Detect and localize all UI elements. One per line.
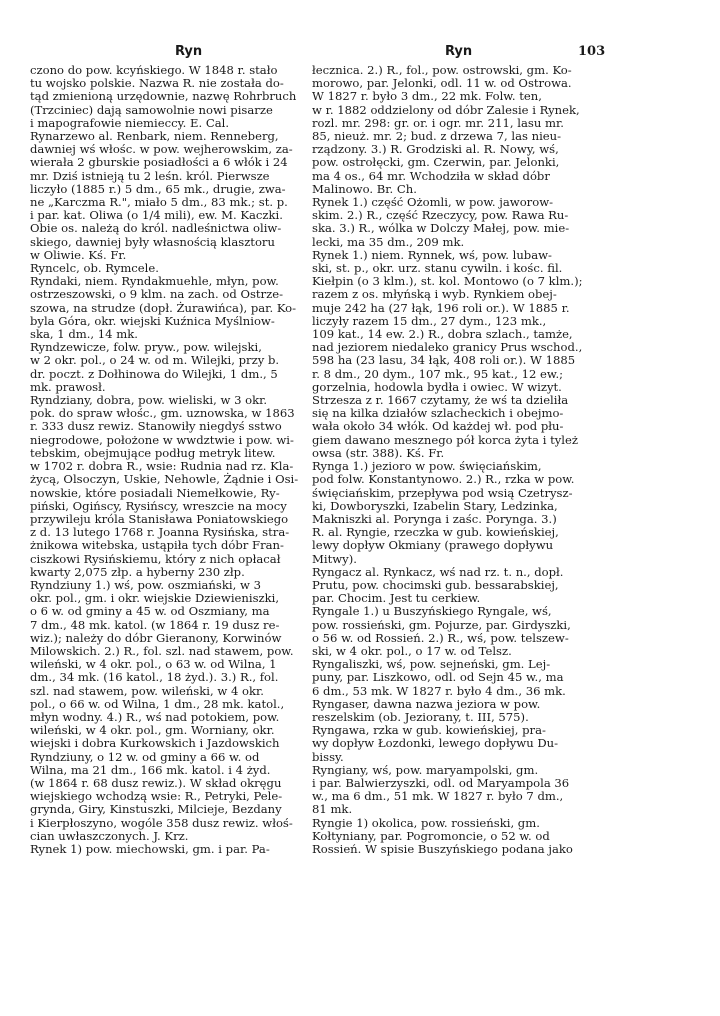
text-line: Obie os. należą do król. nadleśnictwa oliw- xyxy=(30,221,282,236)
text-line: par. Chocim. Jest tu cerkiew. xyxy=(312,591,481,606)
text-line: wierała 2 gburskie posiadłości a 6 włók i 24 xyxy=(30,155,288,170)
text-line: ki, Dowboryszki, Izabelin Stary, Ledzinka, xyxy=(312,498,558,513)
text-line: Ryngiany, wś, pow. maryampolski, gm. xyxy=(312,762,539,777)
text-line: kwarty 2,075 złp. a hyberny 230 złp. xyxy=(30,564,245,579)
text-line: muje 242 ha (27 łąk, 196 roli or.). W 1885 r. xyxy=(312,300,570,315)
text-line: Rynek 1) pow. miechowski, gm. i par. Pa- xyxy=(30,841,270,856)
text-line: piński, Ogińscy, Rysińscy, wreszcie na mocy xyxy=(30,498,287,513)
text-line: r. 333 dusz rewiz. Stanowiły niegdyś sstwo xyxy=(30,419,282,434)
text-line: bissy. xyxy=(312,749,344,764)
running-head-center: Ryn xyxy=(445,44,473,59)
text-line: puny, par. Liszkowo, odl. od Sejn 45 w., ma xyxy=(312,670,564,685)
text-line: łecznica. 2.) R., fol., pow. ostrowski, gm. Ko- xyxy=(312,63,572,77)
text-line: Ryngie 1) okolica, pow. rossieński, gm. xyxy=(312,815,540,830)
text-line: szl. nad stawem, pow. wileński, w 4 okr. xyxy=(30,683,264,698)
text-line: Ryngaliszki, wś, pow. sejneński, gm. Lej- xyxy=(312,657,551,672)
text-line: Wilna, ma 21 dm., 166 mk. katol. i 4 żyd. xyxy=(30,762,271,777)
text-line: niegrodowe, położone w wwdztwie i pow. wi- xyxy=(30,432,294,447)
text-line: się na kilka działów szlacheckich i obejmo- xyxy=(312,406,564,421)
text-line: lecki, ma 35 dm., 209 mk. xyxy=(312,234,465,249)
text-line: Ryngawa, rzka w gub. kowieńskiej, pra- xyxy=(312,723,546,738)
text-line: i par. Balwierzyszki, odl. od Maryampola 36 xyxy=(312,775,570,790)
text-line: Ryndziany, dobra, pow. wieliski, w 3 okr. xyxy=(30,393,268,408)
text-line: o 6 w. od gminy a 45 w. od Oszmiany, ma xyxy=(30,604,270,619)
text-line: Rynga 1.) jezioro w pow. święciańskim, xyxy=(312,459,542,474)
text-line: Ryngaser, dawna nazwa jeziora w pow. xyxy=(312,696,541,711)
text-line: reszelskim (ob. Jeziorany, t. III, 575). xyxy=(312,709,529,724)
text-line: wała około 34 włók. Od każdej wł. pod płu- xyxy=(312,419,564,434)
text-line: gryndа, Giry, Kinstuszki, Milcieje, Bezdany xyxy=(30,802,282,817)
text-line: wileński, w 4 okr. pol., o 63 w. od Wilna, 1 xyxy=(30,657,277,672)
text-line: (Trzciniec) dają samowolnie nowi pisarze xyxy=(30,102,273,117)
text-line: ciszkowi Rysińskiemu, który z nich opłacał xyxy=(30,551,281,566)
text-line: Ryndziuny, o 12 w. od gminy a 66 w. od xyxy=(30,749,260,764)
text-line: cian uwłaszczonych. J. Krz. xyxy=(30,828,189,843)
text-line: liczyły razem 15 dm., 27 dym., 123 mk., xyxy=(312,313,547,328)
text-line: szowa, na strudze (dopł. Żurawińca), par. Ko- xyxy=(30,300,297,315)
text-line: tąd zmienioną urzędownie, nazwę Rohrbruch xyxy=(30,89,297,104)
text-line: i mapografowie niemieccy. E. Cal. xyxy=(30,115,230,130)
text-line: pol., o 66 w. od Wilna, 1 dm., 28 mk. katol., xyxy=(30,696,285,711)
text-line: żnikowa witebska, ustąpiła tych dóbr Fran- xyxy=(30,538,284,553)
text-line: Rynek 1.) część Ożomli, w pow. jaworow- xyxy=(312,195,554,210)
text-line: Ryngacz al. Rynkacz, wś nad rz. t. n., dopł. xyxy=(312,564,564,579)
text-line: Rynarzewo al. Renbark, niem. Renneberg, xyxy=(30,129,279,144)
text-line: w Oliwie. Kś. Fr. xyxy=(30,247,127,262)
text-line: okr. pol., gm. i okr. wiejskie Dziewieniszki, xyxy=(30,591,280,606)
text-line: Malinowo. Br. Ch. xyxy=(312,181,417,196)
text-line: ska. 3.) R., wólka w Dolczy Małej, pow. mie- xyxy=(312,221,570,236)
text-line: tu wojsko polskie. Nazwa R. nie została do- xyxy=(30,76,284,91)
text-line: ska, 1 dm., 14 mk. xyxy=(30,327,138,342)
text-line: Kiełpin (o 3 klm.), st. kol. Montowo (o 7 klm.); xyxy=(312,274,583,289)
text-line: i Kierpłoszyno, wogóle 358 dusz rewiz. włoś- xyxy=(30,815,293,830)
text-line: rządzony. 3.) R. Grodziski al. R. Nowy, wś, xyxy=(312,142,559,157)
text-line: Kołtyniany, par. Pogromoncie, o 52 w. od xyxy=(312,828,550,843)
text-line: morowo, par. Jelonki, odl. 11 w. od Ostrowa. xyxy=(312,76,572,91)
text-line: skim. 2.) R., część Rzeczycy, pow. Rawa Ru- xyxy=(312,208,569,223)
text-line: Strzesza z r. 1667 czytamy, że wś ta dzieliła xyxy=(312,393,569,408)
text-line: ma 4 os., 64 mr. Wchodziła w skład dóbr xyxy=(312,168,550,183)
text-line: r. 8 dm., 20 dym., 107 mk., 95 kat., 12 ew.; xyxy=(312,366,564,381)
text-line: rozl. mr. 298: gr. or. i ogr. mr. 211, lasu mr. xyxy=(312,115,564,130)
text-line: dm., 34 mk. (16 katol., 18 żyd.). 3.) R., fol. xyxy=(30,670,279,685)
text-line: w 2 okr. pol., o 24 w. od m. Wilejki, przy b. xyxy=(30,353,280,368)
text-line: pok. do spraw włośc., gm. uznowska, w 1863 xyxy=(30,406,295,421)
text-line: wiejski i dobra Kurkowskich i Jazdowskich xyxy=(30,736,280,751)
text-line: nowskie, które posiadali Niemełkowie, Ry- xyxy=(30,485,280,500)
text-line: w., ma 6 dm., 51 mk. W 1827 r. było 7 dm., xyxy=(312,789,564,804)
text-line: ne „Karczma R.", miało 5 dm., 83 mk.; st. p. xyxy=(30,195,288,210)
text-line: pod folw. Konstantynowo. 2.) R., rzka w pow. xyxy=(312,472,575,487)
text-line: 6 dm., 53 mk. W 1827 r. było 4 dm., 36 mk. xyxy=(312,683,566,698)
text-line: życą, Olsoczyn, Uskie, Nehowle, Żądnie i Osi- xyxy=(30,472,299,487)
text-line: Ryngale 1.) u Buszyńskiego Ryngale, wś, xyxy=(312,604,552,619)
text-line: święciańskim, przepływa pod wsią Czetrysz- xyxy=(312,485,573,500)
page-number: 103 xyxy=(578,44,606,59)
text-line: mk. prawosł. xyxy=(30,379,106,394)
text-line: (w 1864 r. 68 dusz rewiz.). W skład okręgu xyxy=(30,775,282,790)
text-line: skiego, dawniej były własnością klasztoru xyxy=(30,234,275,249)
text-line: wileński, w 4 okr. pol., gm. Worniany, okr. xyxy=(30,723,275,738)
text-line: 81 mk. xyxy=(312,802,353,817)
text-line: wiejskiego wchodzą wsie: R., Petryki, Pele- xyxy=(30,789,283,804)
text-line: dr. poczt. z Dołhinowa do Wilejki, 1 dm., 5 xyxy=(30,366,278,381)
text-line: giem dawano mesznego pół korca żyta i tyleż xyxy=(312,432,578,447)
text-line: 85, nieuż. mr. 2; bud. z drzewa 7, las nieu- xyxy=(312,129,562,144)
text-line: w r. 1882 oddzielony od dóbr Zalesie i Rynek, xyxy=(312,102,580,117)
text-line: pow. ostrołęcki, gm. Czerwin, par. Jelonki, xyxy=(312,155,560,170)
text-line: W 1827 r. było 3 dm., 22 mk. Folw. ten, xyxy=(312,89,542,104)
text-line: Mitwy). xyxy=(312,551,357,566)
text-line: R. al. Ryngie, rzeczka w gub. kowieńskiej, xyxy=(312,525,559,540)
text-line: przywileju króla Stanisława Poniatowskiego xyxy=(30,511,289,526)
text-line: ski, st. p., okr. urz. stanu cywiln. i kośc. fil. xyxy=(312,261,563,276)
text-line: Ryndziuny 1.) wś, pow. oszmiański, w 3 xyxy=(30,577,261,592)
text-line: czono do pow. kcyńskiego. W 1848 r. stało xyxy=(30,63,278,77)
text-line: młyn wodny. 4.) R., wś nad potokiem, pow. xyxy=(30,709,280,724)
text-line: Rossień. W spisie Buszyńskiego podana jako xyxy=(312,841,573,856)
text-line: Ryndaki, niem. Ryndakmuehle, młyn, pow. xyxy=(30,274,279,289)
left-column xyxy=(30,64,316,856)
text-line: w 1702 r. dobra R., wsie: Rudnia nad rz. Kla- xyxy=(30,459,294,474)
text-line: z d. 13 lutego 1768 r. Joanna Rysińska, stra- xyxy=(30,525,290,540)
text-line: Makniszki al. Porynga i zaśc. Porynga. 3.) xyxy=(312,511,557,526)
text-line: i par. kat. Oliwa (o 1/4 mili), ew. M. Kaczki. xyxy=(30,208,283,223)
text-line: pow. rossieński, gm. Pojurze, par. Girdyszki, xyxy=(312,617,571,632)
text-line: 7 dm., 48 mk. katol. (w 1864 r. 19 dusz re- xyxy=(30,617,280,632)
text-line: 109 kat., 14 ew. 2.) R., dobra szlach., tamże, xyxy=(312,327,573,342)
text-line: gorzelnia, hodowla bydła i owiec. W wizyt. xyxy=(312,379,562,394)
text-line: Prutu, pow. chocimski gub. bessarabskiej, xyxy=(312,577,559,592)
text-line: liczyło (1885 r.) 5 dm., 65 mk., drugie, zwa- xyxy=(30,181,286,196)
text-line: owsa (str. 388). Kś. Fr. xyxy=(312,445,445,460)
text-line: Ryndzewicze, folw. pryw., pow. wilejski, xyxy=(30,340,262,355)
text-line: Milowskich. 2.) R., fol. szl. nad stawem, pow. xyxy=(30,643,294,658)
right-column xyxy=(312,64,600,856)
text-line: mr. Dziś istnieją tu 2 leśn. król. Pierwsze xyxy=(30,168,270,183)
text-line: wy dopływ Łozdonki, lewego dopływu Du- xyxy=(312,736,559,751)
text-line: byla Góra, okr. wiejski Kuźnica Myślniow- xyxy=(30,313,275,328)
text-line: nad jeziorem niedaleko granicy Prus wschod., xyxy=(312,340,583,355)
text-line: Rynek 1.) niem. Rynnek, wś, pow. lubaw- xyxy=(312,247,552,262)
text-line: ostrzeszowski, o 9 klm. na zach. od Ostrze- xyxy=(30,287,283,302)
text-line: razem z os. młyńską i wyb. Rynkiem obej- xyxy=(312,287,557,302)
running-head-left: Ryn xyxy=(175,44,203,59)
text-line: wiz.); należy do dóbr Gieranony, Korwinów xyxy=(30,630,282,645)
text-line: Ryncelc, ob. Rymcele. xyxy=(30,261,159,276)
text-line: ski, w 4 okr. pol., o 17 w. od Telsz. xyxy=(312,643,512,658)
text-line: lewy dopływ Okmiany (prawego dopływu xyxy=(312,538,554,553)
text-line: o 56 w. od Rossień. 2.) R., wś, pow. telszew- xyxy=(312,630,569,645)
text-line: tebskim, obejmujące podług metryk litew. xyxy=(30,445,276,460)
text-line: dawniej wś włośc. w pow. wejherowskim, za- xyxy=(30,142,293,157)
text-line: 598 ha (23 lasu, 34 łąk, 408 roli or.). W 1885 xyxy=(312,353,576,368)
